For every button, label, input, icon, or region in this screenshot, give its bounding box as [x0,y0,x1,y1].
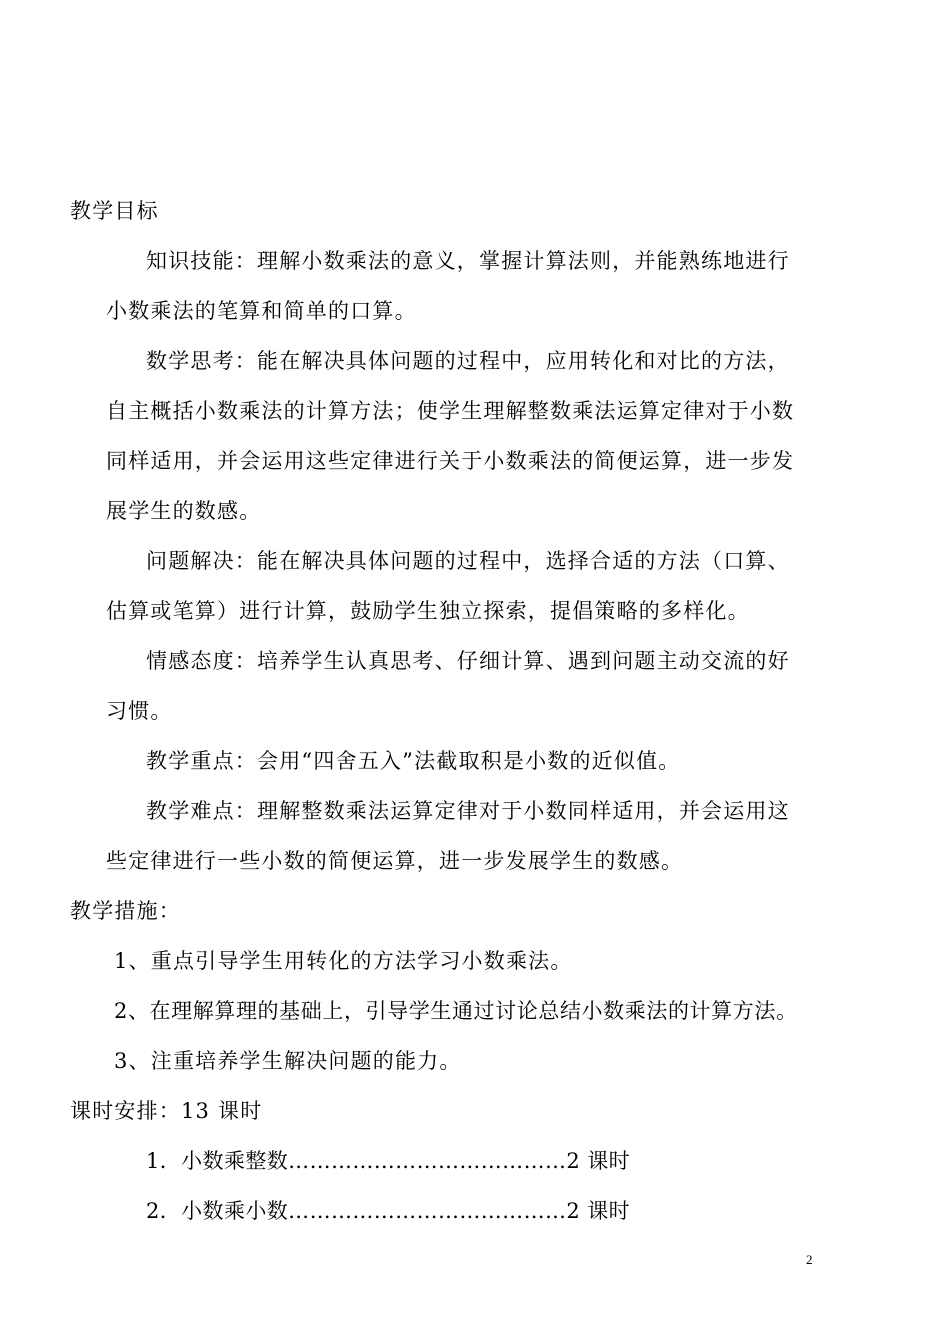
knowledge-line-2: 小数乘法的笔算和简单的口算。 [106,299,417,323]
difficulty-line-1: 教学难点：理解整数乘法运算定律对于小数同样适用，并会运用这 [146,799,790,823]
objectives-heading: 教学目标 [70,199,159,223]
thinking-line-4: 展学生的数感。 [106,499,262,523]
page-number: 2 [806,1252,813,1267]
difficulty-line-2: 些定律进行一些小数的简便运算，进一步发展学生的数感。 [106,849,684,873]
thinking-line-3: 同样适用，并会运用这些定律进行关于小数乘法的简便运算，进一步发 [106,449,795,473]
schedule-item-dots: ………………………………… [288,1199,567,1223]
schedule-heading: 课时安排： [70,1099,181,1123]
schedule-item-hours: 2 课时 [566,1199,631,1223]
measure-item-2: 2、在理解算理的基础上，引导学生通过讨论总结小数乘法的计算方法。 [114,999,798,1023]
problem-line-2: 估算或笔算）进行计算，鼓励学生独立探索，提倡策略的多样化。 [106,599,750,623]
schedule-item-label: 1．小数乘整数 [146,1149,289,1173]
thinking-line-1: 数学思考：能在解决具体问题的过程中，应用转化和对比的方法， [146,349,790,373]
schedule-total: 13 课时 [181,1099,263,1123]
emotion-line-1: 情感态度：培养学生认真思考、仔细计算、遇到问题主动交流的好 [146,649,790,673]
key-point-line: 教学重点：会用“四舍五入”法截取积是小数的近似值。 [146,749,681,773]
schedule-item-2 [146,1196,630,1226]
thinking-line-2: 自主概括小数乘法的计算方法；使学生理解整数乘法运算定律对于小数 [106,399,795,423]
schedule-item-dots: ………………………………… [288,1149,567,1173]
schedule-item-label: 2．小数乘小数 [146,1199,289,1223]
emotion-line-2: 习惯。 [106,699,173,723]
knowledge-line-1: 知识技能：理解小数乘法的意义，掌握计算法则，并能熟练地进行 [146,249,790,273]
schedule-heading-row [70,1096,262,1126]
problem-line-1: 问题解决：能在解决具体问题的过程中，选择合适的方法（口算、 [146,549,790,573]
measure-item-3: 3、注重培养学生解决问题的能力。 [114,1049,462,1073]
measures-heading: 教学措施： [70,899,181,923]
measure-item-1: 1、重点引导学生用转化的方法学习小数乘法。 [114,949,573,973]
schedule-item-1 [146,1146,630,1176]
schedule-item-hours: 2 课时 [566,1149,631,1173]
